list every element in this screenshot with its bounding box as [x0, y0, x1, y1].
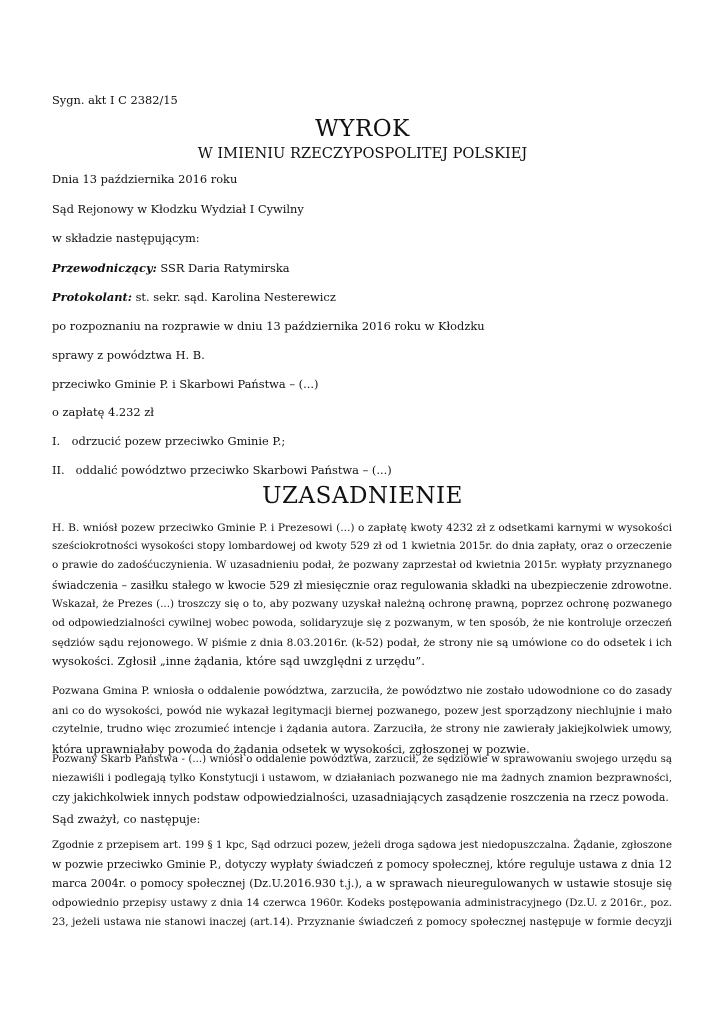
recorder-value: st. sekr. sąd. Karolina Nesterewicz: [131, 290, 336, 304]
paragraph-line: marca 2004r. o pomocy społecznej (Dz.U.2016.930 t.j.), a w sprawach nieuregulowanych w ustawie stosuje się: [52, 877, 672, 891]
paragraph-line: ani co do wysokości, powód nie wykazał legitymacji biernej pozwanego, pozew jest sporządzony niechlujnie i mało: [52, 704, 672, 718]
against-line: przeciwko Gminie P. i Skarbowi Państwa – (...): [52, 377, 319, 391]
paragraph-line: Pozwany Skarb Państwa - (...) wniósł o oddalenie powództwa, zarzucił, że sędziowie w sprawowaniu swojego urzędu są: [52, 754, 672, 765]
paragraph-line: świadczenia – zasiłku stałego w kwocie 529 zł miesięcznie oraz regulowania składki na ubezpieczenie zdrowotne.: [52, 578, 672, 592]
subject-line: o zapłatę 4.232 zł: [52, 405, 154, 419]
court-considered-line: Sąd zważył, co następuje:: [52, 812, 201, 826]
judgment-subtitle: W IMIENIU RZECZYPOSPOLITEJ POLSKIEJ: [197, 145, 528, 162]
ruling-text: oddalić powództwo przeciwko Skarbowi Państwa – (...): [75, 463, 392, 477]
paragraph-line: od odpowiedzialności cywilnej wobec powoda, solidaryzuje się z pozwanym, w ten sposób, że nie kontroluje orzeczeń: [52, 617, 672, 630]
justification-paragraph-2: [52, 682, 672, 759]
chair-line: [52, 261, 290, 276]
ruling-item: [52, 463, 392, 478]
paragraph-line: w pozwie przeciwko Gminie P., dotyczy wypłaty świadczeń z pomocy społecznej, które reguluje ustawa z dnia 12: [52, 858, 672, 872]
judgment-date: Dnia 13 października 2016 roku: [52, 172, 238, 186]
justification-paragraph-1: [52, 518, 672, 672]
paragraph-line: Pozwana Gmina P. wniosła o oddalenie powództwa, zarzuciła, że powództwo nie zostało udowodnione co do zasady: [52, 685, 672, 697]
recorder-label: Protokolant:: [52, 290, 132, 304]
case-signature: Sygn. akt I C 2382/15: [52, 93, 178, 107]
justification-paragraph-5: [52, 836, 672, 932]
ruling-number: II.: [52, 463, 65, 477]
chair-value: SSR Daria Ratymirska: [156, 261, 290, 275]
justification-paragraph-3: [52, 750, 672, 808]
paragraph-line: czy jakichkolwiek innych podstaw odpowiedzialności, uzasadniających zasądzenie roszczenia na rzecz powoda.: [52, 791, 669, 805]
paragraph-line: która uprawniałaby powoda do żądania odsetek w wysokości, zgłoszonej w pozwie.: [52, 741, 530, 756]
judgment-title: WYROK: [315, 116, 410, 142]
court-name: Sąd Rejonowy w Kłodzku Wydział I Cywilny: [52, 202, 304, 216]
paragraph-line: sędziów sądu rejonowego. W piśmie z dnia 8.03.2016r. (k-52) podał, że strony nie są umówione co do odsetek i ich: [52, 636, 672, 650]
paragraph-line: H. B. wniósł pozew przeciwko Gminie P. i Prezesowi (...) o zapłatę kwoty 4232 zł z odsetkami karnymi w wysokości: [52, 521, 672, 534]
paragraph-line: Wskazał, że Prezes (...) troszczy się o to, aby pozwany uzyskał należną ochronę prawną, poprzez ochronę pozwanego: [52, 597, 672, 610]
recorder-line: [52, 290, 336, 305]
ruling-number: I.: [52, 434, 61, 448]
paragraph-line: Zgodnie z przepisem art. 199 § 1 kpc, Sąd odrzuci pozew, jeżeli droga sądowa jest niedopuszczalna. Żądanie, zgłoszone: [52, 840, 672, 851]
paragraph-line: wysokości. Zgłosił „inne żądania, które sąd uwzględni z urzędu”.: [52, 654, 425, 669]
paragraph-line: o prawie do zadośćuczynienia. W uzasadnieniu podał, że pozwany zaprzestał od kwietnia 2015r. wypłaty przyznanego: [52, 559, 672, 572]
paragraph-line: sześciokrotności wysokości stopy lombardowej od kwoty 529 zł od 1 kwietnia 2015r. do dnia zapłaty, oraz o orzeczenie: [52, 540, 672, 553]
paragraph-line: niezawiśli i podlegają tylko Konstytucji i ustawom, w działaniach pozwanego nie ma żadnych znamion bezprawności,: [52, 772, 672, 785]
paragraph-line: czytelnie, trudno więc zrozumieć intencje i żądania autora. Zarzuciła, że strony nie zawierały jakiejkolwiek umowy,: [52, 723, 672, 736]
ruling-text: odrzucić pozew przeciwko Gminie P.;: [71, 434, 286, 448]
case-line: sprawy z powództwa H. B.: [52, 348, 205, 362]
paragraph-line: 23, jeżeli ustawa nie stanowi inaczej (art.14). Przyznanie świadczeń z pomocy społecznej następuje w formie decyzji: [52, 915, 672, 928]
composition-line: w składzie następującym:: [52, 231, 200, 245]
hearing-line: po rozpoznaniu na rozprawie w dniu 13 października 2016 roku w Kłodzku: [52, 319, 485, 333]
ruling-item: [52, 434, 285, 449]
chair-label: Przewodniczący:: [52, 261, 157, 275]
justification-title: UZASADNIENIE: [262, 483, 463, 509]
paragraph-line: odpowiednio przepisy ustawy z dnia 14 czerwca 1960r. Kodeks postępowania administracyjnego (Dz.U. z 2016r., poz.: [52, 896, 672, 909]
